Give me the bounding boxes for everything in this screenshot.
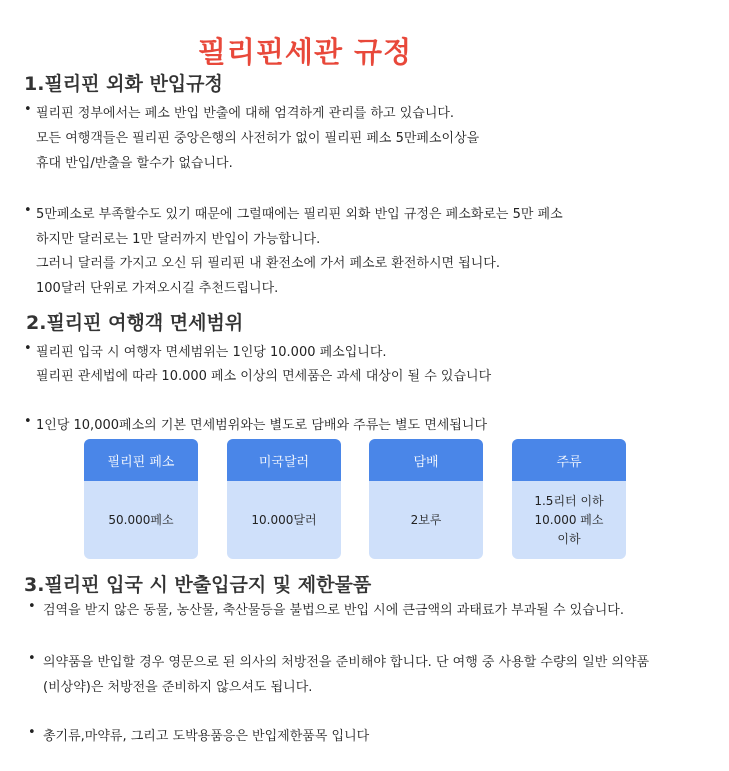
section-2-bullet-1-line-1: 필리핀 입국 시 여행자 면세범위는 1인당 10.000 페소입니다. [36, 345, 387, 360]
card-header: 미국달러 [227, 439, 341, 481]
bullet-marker: • [24, 414, 32, 429]
page-title: 필리핀세관 규정 [197, 35, 413, 69]
card-header: 주류 [512, 439, 626, 481]
bullet-marker: • [24, 203, 32, 218]
section-1-bullet-2-line-2: 하지만 달러로는 1만 달러까지 반입이 가능합니다. [36, 232, 321, 247]
section-1-bullet-1-line-1: 필리핀 정부에서는 페소 반입 반출에 대해 엄격하게 관리를 하고 있습니다. [36, 106, 455, 121]
section-3-bullet-2-line-2: (비상약)은 처방전을 준비하지 않으셔도 됩니다. [43, 680, 313, 695]
card-header: 담배 [369, 439, 483, 481]
bullet-marker: • [24, 102, 32, 117]
card-value: 2보루 [410, 512, 442, 527]
section-3-bullet-1-line-1: 검역을 받지 않은 동물, 농산물, 축산물등을 불법으로 반입 시에 큰금액의 과태료가 부과될 수 있습니다. [43, 603, 624, 618]
card-header: 필리핀 페소 [84, 439, 198, 481]
card-value: 1.5리터 이하 10.000 페소 이하 [534, 493, 604, 546]
section-3-bullet-2-line-1: 의약품을 반입할 경우 영문으로 된 의사의 처방전을 준비해야 합니다. 단 여행 중 사용할 수량의 일반 의약품 [43, 655, 650, 670]
bullet-marker: • [28, 725, 36, 740]
card-value: 50.000페소 [108, 512, 174, 527]
section-1-bullet-2-line-3: 그러니 달러를 가지고 오신 뒤 필리핀 내 환전소에 가서 페소로 환전하시면 됩니다. [36, 256, 501, 271]
section-2-bullet-1-line-2: 필리핀 관세법에 따라 10.000 페소 이상의 면세품은 과세 대상이 될 수 있습니다 [36, 369, 492, 384]
section-3-bullet-3-line-1: 총기류,마약류, 그리고 도박용품응은 반입제한품목 입니다 [43, 729, 370, 744]
section-3-heading: 3.필리핀 입국 시 반출입금지 및 제한물품 [24, 574, 372, 596]
bullet-marker: • [28, 651, 36, 666]
duty-free-card-liquor [512, 439, 626, 559]
section-1-bullet-1-line-3: 휴대 반입/반출을 할수가 없습니다. [36, 156, 233, 171]
bullet-marker: • [24, 341, 32, 356]
bullet-marker: • [28, 599, 36, 614]
duty-free-card-usd [227, 439, 341, 559]
section-1-bullet-2-line-4: 100달러 단위로 가져오시길 추천드립니다. [36, 281, 279, 296]
section-2-heading: 2.필리핀 여행객 면세범위 [26, 312, 244, 334]
card-value: 10.000달러 [251, 512, 317, 527]
duty-free-card-peso [84, 439, 198, 559]
section-1-bullet-1-line-2: 모든 여행객들은 필리핀 중앙은행의 사전허가 없이 필리핀 페소 5만페소이상을 [36, 131, 480, 146]
section-1-heading: 1.필리핀 외화 반입규정 [24, 73, 223, 95]
duty-free-card-tobacco [369, 439, 483, 559]
section-2-bullet-2-line-1: 1인당 10,000페소의 기본 면세범위와는 별도로 담배와 주류는 별도 면세됩니다 [36, 418, 487, 433]
section-1-bullet-2-line-1: 5만페소로 부족할수도 있기 때문에 그럴때에는 필리핀 외화 반입 규정은 페소화로는 5만 페소 [36, 207, 563, 222]
